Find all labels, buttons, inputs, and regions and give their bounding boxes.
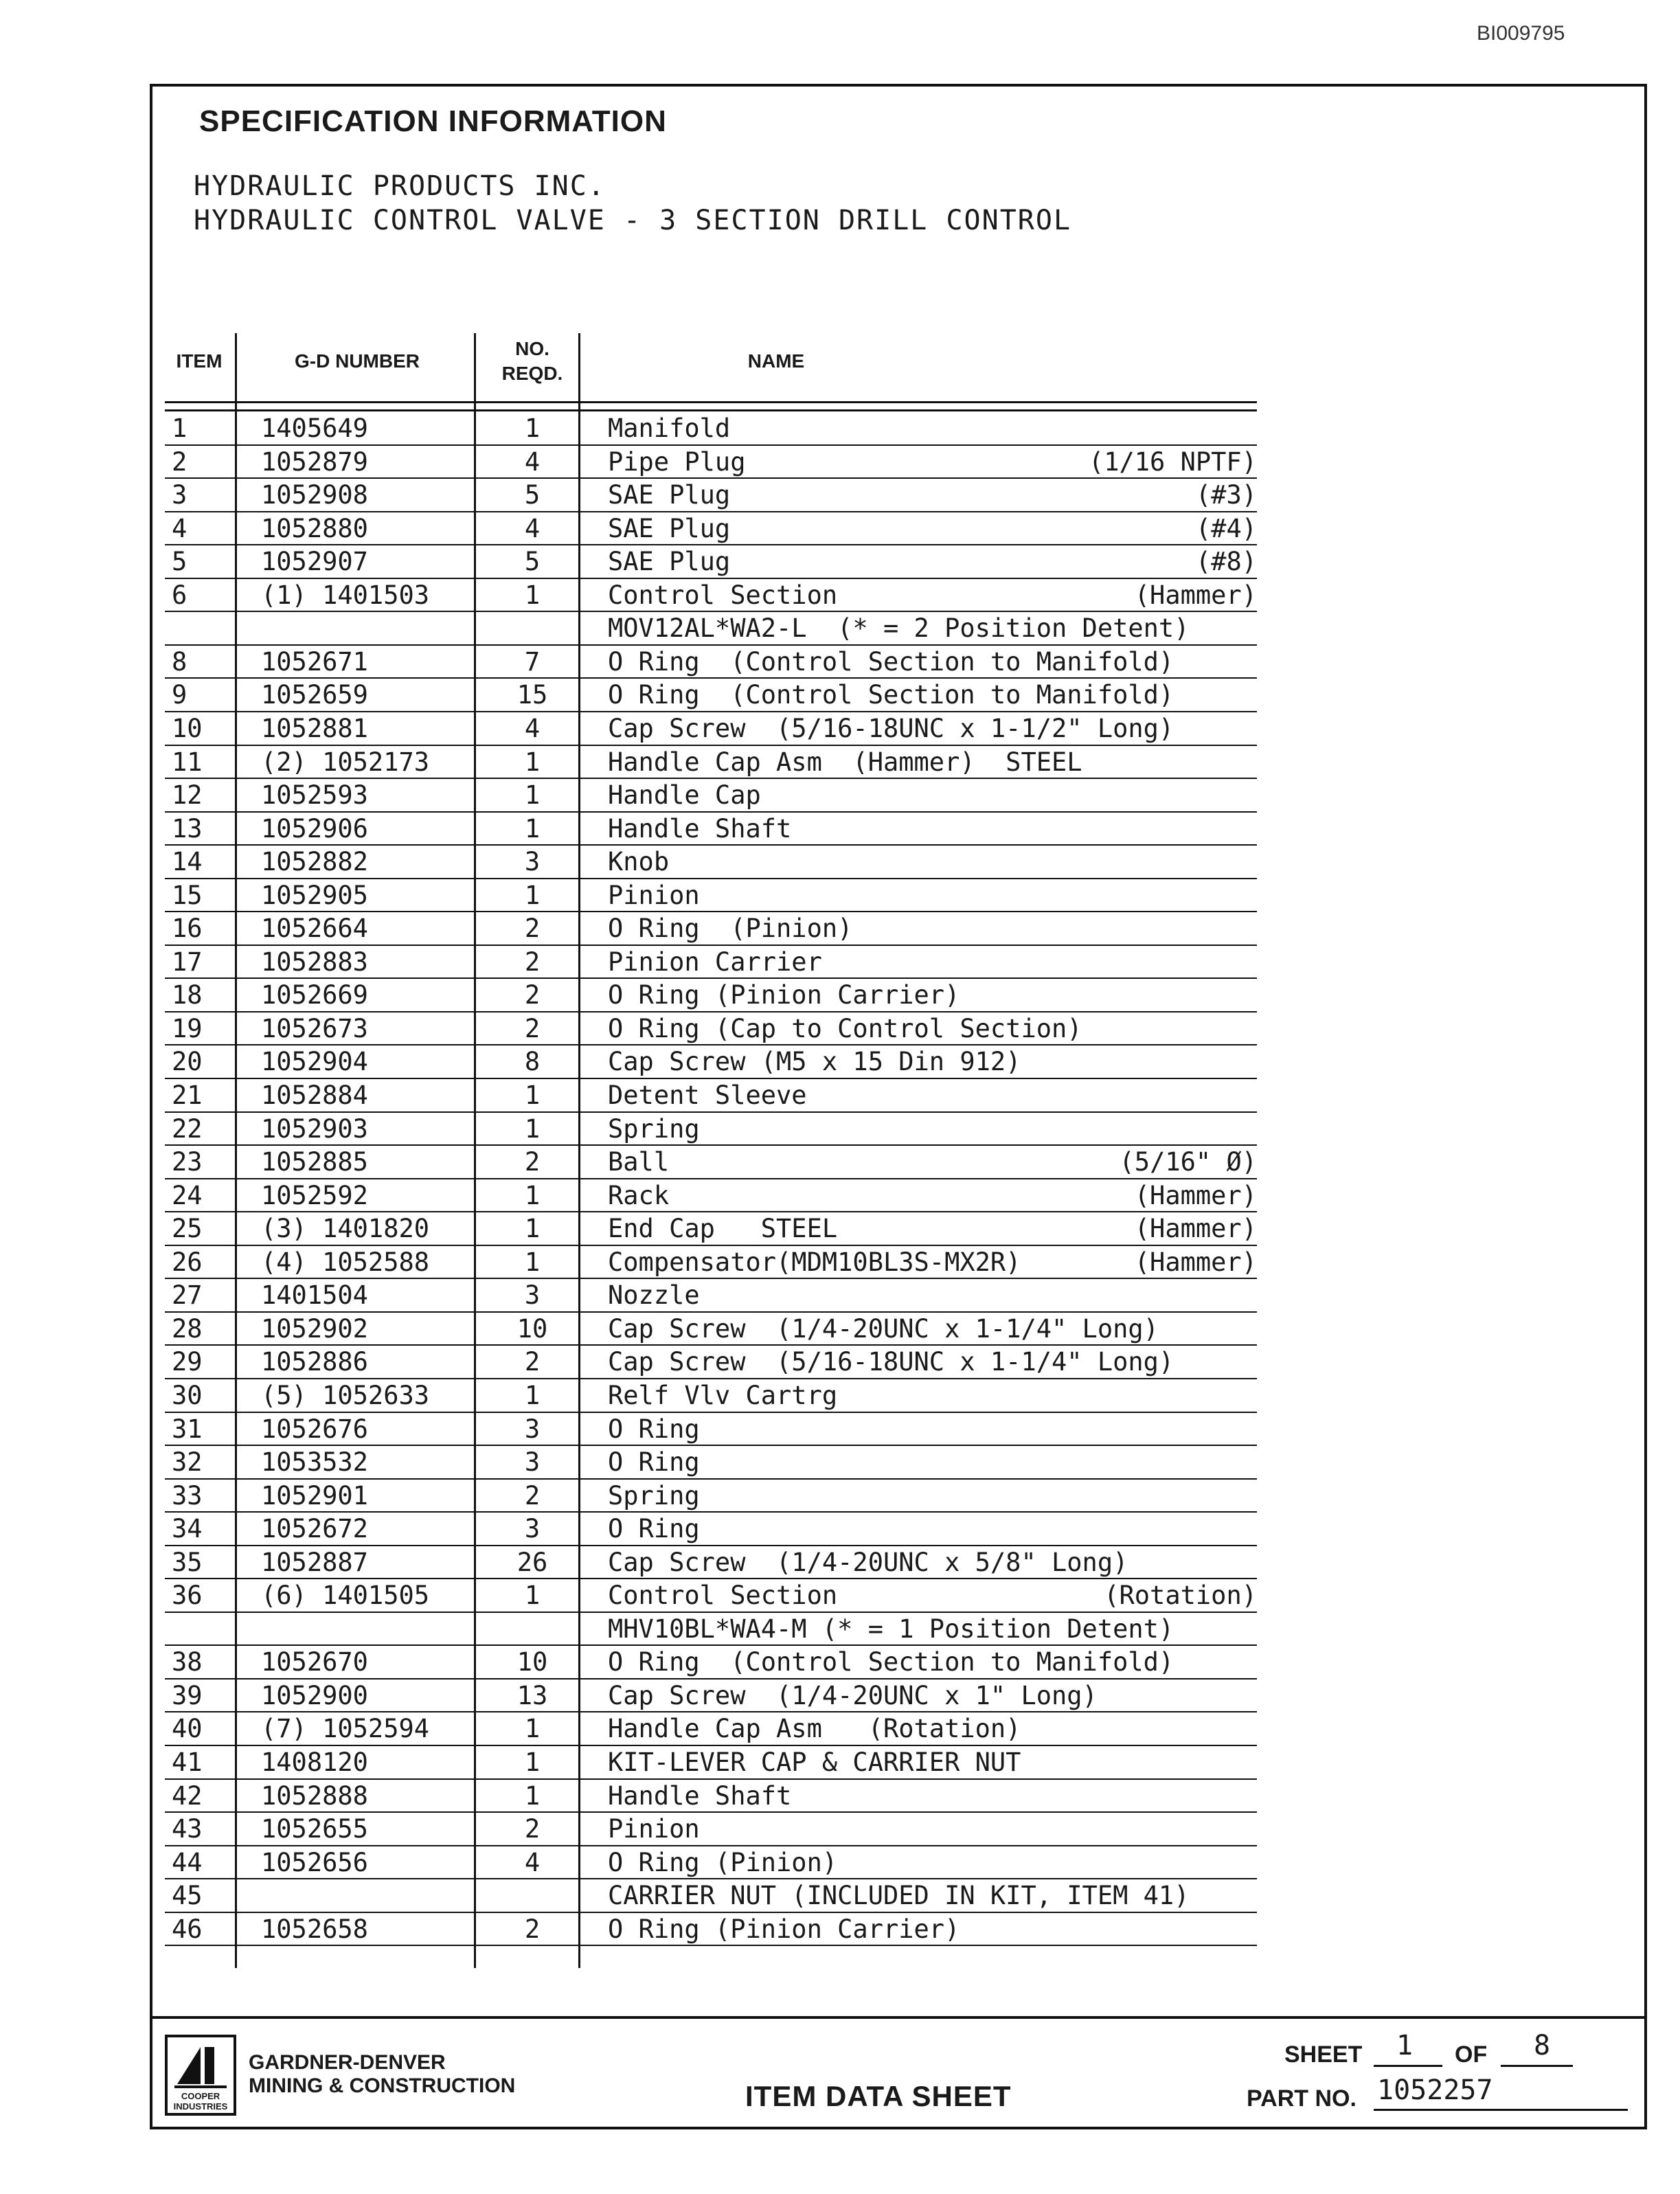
part-name: O Ring (Control Section to Manifold) — [608, 680, 1174, 710]
item-number: 8 — [172, 646, 188, 677]
part-note: (Hammer) — [1134, 1180, 1257, 1210]
col-qty-heading-line1: NO. — [515, 338, 549, 359]
part-note: (Hammer) — [1134, 580, 1257, 610]
row-rule — [165, 1644, 1257, 1646]
row-rule — [165, 711, 1257, 712]
quantity: 13 — [517, 1680, 548, 1710]
gd-number: (6) 1401505 — [261, 1581, 430, 1611]
quantity: 2 — [524, 1480, 541, 1511]
gd-number: (2) 1052173 — [261, 747, 430, 777]
row-rule — [165, 1545, 1257, 1546]
part-note: (#3) — [1195, 480, 1257, 510]
item-number: 22 — [172, 1113, 203, 1144]
sheet-total: 8 — [1533, 2030, 1551, 2061]
col-item-heading: ITEM — [176, 350, 223, 372]
item-number: 27 — [172, 1280, 203, 1311]
quantity: 1 — [524, 1214, 541, 1244]
quantity: 2 — [524, 1814, 541, 1844]
logo-caption: COOPER INDUSTRIES — [173, 2091, 228, 2112]
footer-divider — [152, 2016, 1644, 2019]
gd-number: (3) 1401820 — [261, 1214, 430, 1244]
quantity: 15 — [517, 680, 548, 710]
part-number-label: PART NO. — [1247, 2085, 1357, 2112]
row-rule — [165, 644, 1257, 646]
quantity: 2 — [524, 947, 541, 977]
row-rule — [165, 945, 1257, 946]
gd-number: 1052673 — [261, 1013, 368, 1043]
gd-number: 1052885 — [261, 1147, 368, 1177]
item-number: 16 — [172, 914, 203, 944]
row-rule — [165, 1811, 1257, 1813]
quantity: 4 — [524, 1847, 541, 1877]
part-name: Rack — [608, 1180, 670, 1210]
gd-number: 1052901 — [261, 1480, 368, 1511]
gd-number: 1052670 — [261, 1647, 368, 1677]
item-number: 40 — [172, 1714, 203, 1744]
part-note: (#8) — [1195, 547, 1257, 577]
row-rule — [165, 677, 1257, 679]
part-name: CARRIER NUT (INCLUDED IN KIT, ITEM 41) — [608, 1881, 1190, 1911]
part-number-underline — [1374, 2109, 1628, 2111]
quantity: 1 — [524, 880, 541, 910]
row-rule — [165, 1378, 1257, 1379]
item-number: 19 — [172, 1013, 203, 1043]
row-rule — [165, 811, 1257, 813]
row-rule — [165, 778, 1257, 779]
item-number: 45 — [172, 1881, 203, 1911]
product-line: HYDRAULIC CONTROL VALVE - 3 SECTION DRILL CONTROL — [194, 205, 1072, 236]
part-name: Handle Shaft — [608, 1780, 792, 1811]
gd-number: 1052672 — [261, 1514, 368, 1544]
item-number: 23 — [172, 1147, 203, 1177]
quantity: 5 — [524, 547, 541, 577]
quantity: 2 — [524, 1013, 541, 1043]
quantity: 3 — [524, 1447, 541, 1478]
sheet-total-underline — [1501, 2065, 1573, 2067]
row-rule — [165, 878, 1257, 879]
part-name: O Ring (Pinion) — [608, 914, 853, 944]
part-name: O Ring (Pinion Carrier) — [608, 980, 960, 1010]
row-rule — [165, 1678, 1257, 1680]
manufacturer-line: HYDRAULIC PRODUCTS INC. — [194, 170, 606, 202]
gd-number: 1052593 — [261, 780, 368, 811]
item-number: 29 — [172, 1347, 203, 1377]
item-number: 11 — [172, 747, 203, 777]
item-number: 30 — [172, 1380, 203, 1410]
quantity: 26 — [517, 1547, 548, 1577]
part-note: (5/16" Ø) — [1119, 1147, 1257, 1177]
row-rule — [165, 544, 1257, 545]
quantity: 2 — [524, 914, 541, 944]
item-number: 2 — [172, 446, 188, 477]
row-rule — [165, 1912, 1257, 1913]
item-number: 9 — [172, 680, 188, 710]
part-name: O Ring (Pinion) — [608, 1847, 838, 1877]
part-name: Cap Screw (M5 x 15 Din 912) — [608, 1047, 1021, 1077]
row-rule — [165, 1311, 1257, 1313]
gd-number: 1052887 — [261, 1547, 368, 1577]
item-number: 20 — [172, 1047, 203, 1077]
row-rule — [165, 1211, 1257, 1212]
row-rule — [165, 1412, 1257, 1413]
row-rule — [165, 1144, 1257, 1146]
gd-number: 1052886 — [261, 1347, 368, 1377]
row-rule — [165, 477, 1257, 479]
item-number: 36 — [172, 1581, 203, 1611]
company-line-1: GARDNER-DENVER — [249, 2051, 446, 2074]
header-rule-1 — [165, 401, 1257, 403]
row-rule — [165, 1845, 1257, 1846]
quantity: 1 — [524, 1113, 541, 1144]
row-rule — [165, 1445, 1257, 1446]
quantity: 8 — [524, 1047, 541, 1077]
quantity: 5 — [524, 480, 541, 510]
part-name: Manifold — [608, 414, 731, 443]
part-number: 1052257 — [1377, 2074, 1493, 2106]
part-name: Ball — [608, 1147, 670, 1177]
row-rule — [165, 1011, 1257, 1013]
row-rule — [165, 444, 1257, 446]
row-rule — [165, 1611, 1257, 1613]
part-name: Pinion — [608, 1814, 700, 1844]
gd-number: 1052908 — [261, 480, 368, 510]
part-name: Spring — [608, 1480, 700, 1511]
item-number: 28 — [172, 1313, 203, 1344]
quantity: 2 — [524, 1914, 541, 1944]
quantity: 10 — [517, 1647, 548, 1677]
gd-number: 1052883 — [261, 947, 368, 977]
part-name: Control Section — [608, 580, 838, 610]
row-rule — [165, 611, 1257, 612]
quantity: 1 — [524, 1714, 541, 1744]
part-name: Cap Screw (1/4-20UNC x 1" Long) — [608, 1680, 1098, 1710]
item-number: 18 — [172, 980, 203, 1010]
quantity: 1 — [524, 747, 541, 777]
col-name-heading: NAME — [747, 350, 805, 372]
gd-number: 1401504 — [261, 1280, 368, 1311]
part-note: (Hammer) — [1134, 1214, 1257, 1244]
item-number: 6 — [172, 580, 188, 610]
gd-number: 1052659 — [261, 680, 368, 710]
part-name: O Ring (Control Section to Manifold) — [608, 646, 1174, 677]
gd-number: 1052655 — [261, 1814, 368, 1844]
gd-number: 1052879 — [261, 446, 368, 477]
gardner-denver-logo-icon — [173, 2042, 228, 2090]
item-number: 3 — [172, 480, 188, 510]
row-rule — [165, 745, 1257, 746]
item-number: 4 — [172, 513, 188, 543]
quantity: 1 — [524, 1180, 541, 1210]
gd-number: 1405649 — [261, 414, 368, 443]
company-line-2: MINING & CONSTRUCTION — [249, 2074, 516, 2097]
quantity: 4 — [524, 513, 541, 543]
quantity: 1 — [524, 1380, 541, 1410]
gd-number: 1052592 — [261, 1180, 368, 1210]
gd-number: (1) 1401503 — [261, 580, 430, 610]
item-number: 35 — [172, 1547, 203, 1577]
quantity: 2 — [524, 1347, 541, 1377]
part-name: O Ring (Cap to Control Section) — [608, 1013, 1082, 1043]
quantity: 1 — [524, 1247, 541, 1277]
quantity: 1 — [524, 1780, 541, 1811]
part-name: O Ring (Pinion Carrier) — [608, 1914, 960, 1944]
row-rule — [165, 977, 1257, 979]
header-rule-2 — [165, 409, 1257, 411]
spec-title: SPECIFICATION INFORMATION — [199, 104, 667, 138]
quantity: 1 — [524, 1748, 541, 1777]
row-rule — [165, 1478, 1257, 1480]
gd-number: 1052884 — [261, 1081, 368, 1110]
item-number: 31 — [172, 1414, 203, 1444]
quantity: 3 — [524, 1414, 541, 1444]
quantity: 3 — [524, 1280, 541, 1311]
item-number: 38 — [172, 1647, 203, 1677]
of-label: OF — [1455, 2042, 1488, 2068]
gd-number: 1052664 — [261, 914, 368, 944]
row-rule — [165, 1078, 1257, 1079]
row-rule — [165, 1344, 1257, 1346]
part-name: Handle Cap Asm (Hammer) STEEL — [608, 747, 1082, 777]
item-number: 44 — [172, 1847, 203, 1877]
quantity: 1 — [524, 1581, 541, 1611]
gd-number: (4) 1052588 — [261, 1247, 430, 1277]
part-name: Cap Screw (1/4-20UNC x 5/8" Long) — [608, 1547, 1128, 1577]
row-rule — [165, 1111, 1257, 1113]
part-note: (1/16 NPTF) — [1088, 446, 1257, 477]
part-name: MOV12AL*WA2-L (* = 2 Position Detent) — [608, 613, 1190, 644]
gd-number: 1052671 — [261, 646, 368, 677]
gd-number: 1052906 — [261, 813, 368, 844]
row-rule — [165, 1278, 1257, 1279]
row-rule — [165, 911, 1257, 912]
quantity: 7 — [524, 646, 541, 677]
gd-number: (7) 1052594 — [261, 1714, 430, 1744]
quantity: 1 — [524, 780, 541, 811]
row-rule — [165, 1578, 1257, 1579]
item-number: 24 — [172, 1180, 203, 1210]
part-name: Handle Shaft — [608, 813, 792, 844]
item-number: 25 — [172, 1214, 203, 1244]
part-name: SAE Plug — [608, 547, 731, 577]
part-name: KIT-LEVER CAP & CARRIER NUT — [608, 1748, 1021, 1777]
quantity: 2 — [524, 1147, 541, 1177]
part-name: Nozzle — [608, 1280, 700, 1311]
part-note: (Rotation) — [1104, 1581, 1257, 1611]
company-name — [249, 2051, 515, 2098]
item-number: 12 — [172, 780, 203, 811]
part-name: Relf Vlv Cartrg — [608, 1380, 838, 1410]
part-name: O Ring (Control Section to Manifold) — [608, 1647, 1174, 1677]
part-name: End Cap STEEL — [608, 1214, 838, 1244]
item-number: 17 — [172, 947, 203, 977]
part-name: O Ring — [608, 1447, 700, 1478]
sheet-number-underline — [1374, 2065, 1442, 2067]
item-number: 26 — [172, 1247, 203, 1277]
col-gd-heading: G-D NUMBER — [295, 350, 420, 372]
row-rule — [165, 844, 1257, 846]
item-number: 13 — [172, 813, 203, 844]
gd-number: 1052656 — [261, 1847, 368, 1877]
gd-number: (5) 1052633 — [261, 1380, 430, 1410]
row-rule — [165, 1778, 1257, 1780]
row-rule — [165, 511, 1257, 512]
item-number: 42 — [172, 1780, 203, 1811]
part-name: SAE Plug — [608, 513, 731, 543]
part-name: Control Section — [608, 1581, 838, 1611]
item-number: 34 — [172, 1514, 203, 1544]
quantity: 1 — [524, 813, 541, 844]
item-data-sheet-title: ITEM DATA SHEET — [745, 2080, 1012, 2112]
gd-number: 1052900 — [261, 1680, 368, 1710]
item-number: 41 — [172, 1748, 203, 1777]
quantity: 4 — [524, 713, 541, 743]
row-rule — [165, 1745, 1257, 1746]
quantity: 3 — [524, 1514, 541, 1544]
part-name: Detent Sleeve — [608, 1081, 807, 1110]
gd-number: 1052881 — [261, 713, 368, 743]
item-number: 32 — [172, 1447, 203, 1478]
quantity: 3 — [524, 847, 541, 877]
gd-number: 1052669 — [261, 980, 368, 1010]
gd-number: 1052880 — [261, 513, 368, 543]
part-name: Compensator(MDM10BL3S-MX2R) — [608, 1247, 1021, 1277]
row-rule — [165, 1945, 1257, 1946]
item-number: 14 — [172, 847, 203, 877]
part-note: (Hammer) — [1134, 1247, 1257, 1277]
sheet-label: SHEET — [1284, 2042, 1363, 2068]
quantity: 1 — [524, 580, 541, 610]
gd-number: 1052904 — [261, 1047, 368, 1077]
gd-number: 1052907 — [261, 547, 368, 577]
gd-number: 1052676 — [261, 1414, 368, 1444]
quantity: 2 — [524, 980, 541, 1010]
part-name: Cap Screw (1/4-20UNC x 1-1/4" Long) — [608, 1313, 1159, 1344]
quantity: 4 — [524, 446, 541, 477]
row-rule — [165, 1511, 1257, 1513]
gd-number: 1053532 — [261, 1447, 368, 1478]
gd-number: 1052902 — [261, 1313, 368, 1344]
gd-number: 1052905 — [261, 880, 368, 910]
part-name: Pipe Plug — [608, 446, 746, 477]
sheet-number: 1 — [1396, 2030, 1414, 2061]
company-logo — [165, 2035, 236, 2116]
part-name: Handle Cap — [608, 780, 761, 811]
item-number: 39 — [172, 1680, 203, 1710]
gd-number: 1052882 — [261, 847, 368, 877]
item-number: 15 — [172, 880, 203, 910]
quantity: 1 — [524, 1081, 541, 1110]
gd-number: 1052888 — [261, 1780, 368, 1811]
row-rule — [165, 1711, 1257, 1712]
part-name: MHV10BL*WA4-M (* = 1 Position Detent) — [608, 1614, 1174, 1644]
row-rule — [165, 1178, 1257, 1179]
row-rule — [165, 1878, 1257, 1879]
gd-number: 1052903 — [261, 1113, 368, 1144]
item-number: 21 — [172, 1081, 203, 1110]
row-rule — [165, 1044, 1257, 1045]
item-number: 46 — [172, 1914, 203, 1944]
part-name: O Ring — [608, 1414, 700, 1444]
col-qty-heading-line2: REQD. — [501, 363, 563, 384]
document-id: BI009795 — [1477, 22, 1565, 45]
part-name: Knob — [608, 847, 670, 877]
item-number: 43 — [172, 1814, 203, 1844]
part-name: Cap Screw (5/16-18UNC x 1-1/2" Long) — [608, 713, 1174, 743]
row-rule — [165, 578, 1257, 579]
part-note: (#4) — [1195, 513, 1257, 543]
gd-number: 1408120 — [261, 1748, 368, 1777]
item-number: 5 — [172, 547, 188, 577]
row-rule — [165, 1245, 1257, 1246]
part-name: Pinion Carrier — [608, 947, 822, 977]
part-name: SAE Plug — [608, 480, 731, 510]
part-name: O Ring — [608, 1514, 700, 1544]
col-qty-heading — [481, 337, 584, 386]
quantity: 10 — [517, 1313, 548, 1344]
gd-number: 1052658 — [261, 1914, 368, 1944]
item-number: 33 — [172, 1480, 203, 1511]
part-name: Handle Cap Asm (Rotation) — [608, 1714, 1021, 1744]
part-name: Cap Screw (5/16-18UNC x 1-1/4" Long) — [608, 1347, 1174, 1377]
item-number: 10 — [172, 713, 203, 743]
part-name: Spring — [608, 1113, 700, 1144]
item-number: 1 — [172, 414, 188, 443]
quantity: 1 — [524, 414, 541, 443]
part-name: Pinion — [608, 880, 700, 910]
